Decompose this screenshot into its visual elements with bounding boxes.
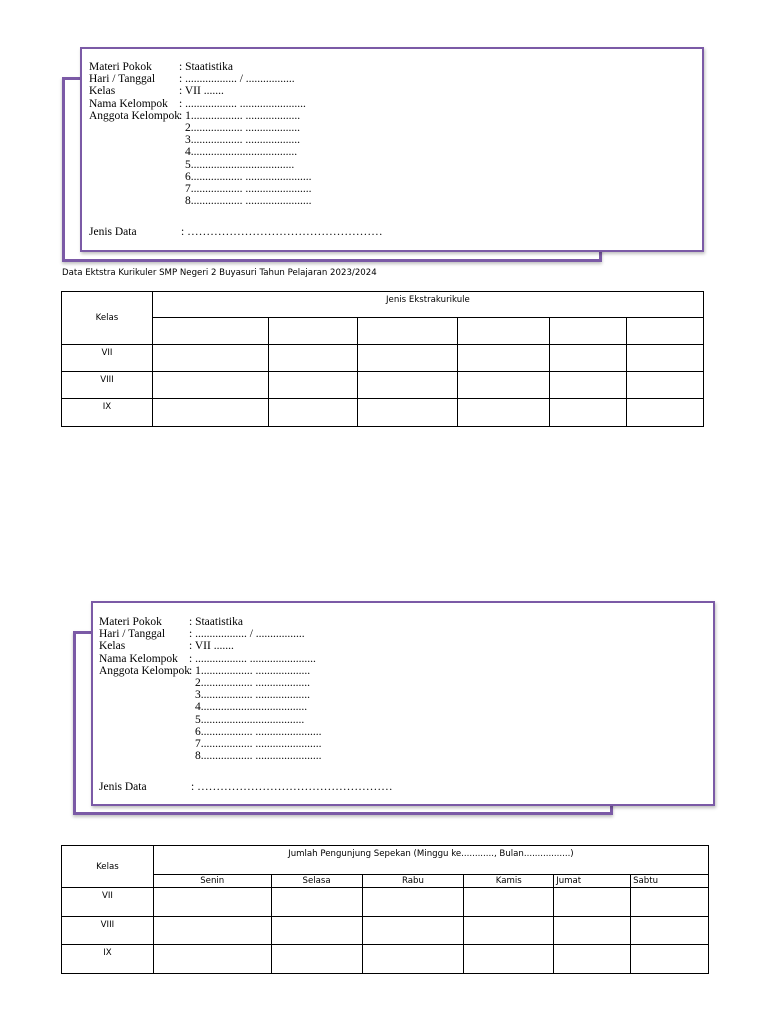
table-cell[interactable] bbox=[631, 917, 709, 945]
table-cell[interactable] bbox=[458, 318, 550, 345]
row-label: VII bbox=[62, 345, 153, 372]
table-cell[interactable] bbox=[271, 945, 362, 974]
table-cell[interactable] bbox=[550, 372, 627, 399]
table-cell[interactable] bbox=[464, 945, 554, 974]
ekstrakurikuler-table bbox=[61, 291, 704, 427]
table-cell[interactable] bbox=[627, 318, 704, 345]
table-row bbox=[62, 917, 709, 945]
day-header-kamis: Kamis bbox=[464, 875, 554, 888]
day-header-jumat: Jumat bbox=[554, 875, 631, 888]
table-cell[interactable] bbox=[464, 888, 554, 917]
table-cell[interactable] bbox=[627, 399, 704, 427]
row-label: VII bbox=[62, 888, 154, 917]
table-row bbox=[62, 399, 704, 427]
day-header-rabu: Rabu bbox=[362, 875, 464, 888]
table-cell[interactable] bbox=[362, 917, 464, 945]
table-cell[interactable] bbox=[153, 945, 271, 974]
table-cell[interactable] bbox=[153, 888, 271, 917]
kelas-header: Kelas bbox=[62, 292, 153, 345]
worksheet-card-1: Materi Pokok : Staatistika Hari / Tanggal : .................. / ................. Kelas : VII ....... Nama Kelompok : .................. ....................... Anggota Kelompok : 1.................. ................... 2.................. ................... 3.................. ................... 4..................................... 5.................................... 6.................. ....................... 7.................. ....................... 8.................. ....................... Jenis Data : …………………………………………… bbox=[80, 47, 704, 252]
table-1-caption: Data Ektstra Kurikuler SMP Negeri 2 Buyasuri Tahun Pelajaran 2023/2024 bbox=[62, 268, 377, 278]
table-cell[interactable] bbox=[631, 945, 709, 974]
table-cell[interactable] bbox=[550, 345, 627, 372]
table-cell[interactable] bbox=[271, 888, 362, 917]
table-cell[interactable] bbox=[554, 917, 631, 945]
table-cell[interactable] bbox=[458, 372, 550, 399]
row-label: VIII bbox=[62, 917, 154, 945]
row-label: IX bbox=[62, 945, 154, 974]
table-cell[interactable] bbox=[357, 345, 458, 372]
pengunjung-table bbox=[61, 845, 709, 974]
day-header-selasa: Selasa bbox=[271, 875, 362, 888]
row-label: IX bbox=[62, 399, 153, 427]
table-cell[interactable] bbox=[362, 945, 464, 974]
table-cell[interactable] bbox=[550, 318, 627, 345]
table-cell[interactable] bbox=[152, 372, 268, 399]
table-row bbox=[62, 945, 709, 974]
table-row bbox=[62, 888, 709, 917]
table-cell[interactable] bbox=[268, 345, 357, 372]
table-cell[interactable] bbox=[631, 888, 709, 917]
table-cell[interactable] bbox=[268, 318, 357, 345]
table-cell[interactable] bbox=[627, 345, 704, 372]
table-row bbox=[62, 372, 704, 399]
table-cell[interactable] bbox=[357, 318, 458, 345]
table-cell[interactable] bbox=[458, 399, 550, 427]
table-cell[interactable] bbox=[357, 399, 458, 427]
worksheet-card-2: Materi Pokok : Staatistika Hari / Tanggal : .................. / ................. Kelas : VII ....... Nama Kelompok : .................. ....................... Anggota Kelompok : 1.................. ................... 2.................. ................... 3.................. ................... 4..................................... 5.................................... 6.................. ....................... 7.................. ....................... 8.................. ....................... Jenis Data : …………………………………………… bbox=[91, 601, 715, 806]
day-header-senin: Senin bbox=[153, 875, 271, 888]
table-cell[interactable] bbox=[152, 318, 268, 345]
table-cell[interactable] bbox=[152, 345, 268, 372]
table-cell[interactable] bbox=[152, 399, 268, 427]
kelas-header: Kelas bbox=[62, 846, 154, 888]
table-cell[interactable] bbox=[458, 345, 550, 372]
day-header-sabtu: Sabtu bbox=[631, 875, 709, 888]
row-label: VIII bbox=[62, 372, 153, 399]
table-cell[interactable] bbox=[271, 917, 362, 945]
table-cell[interactable] bbox=[362, 888, 464, 917]
table-cell[interactable] bbox=[550, 399, 627, 427]
table-cell[interactable] bbox=[554, 945, 631, 974]
table-cell[interactable] bbox=[268, 399, 357, 427]
table-cell[interactable] bbox=[153, 917, 271, 945]
table-cell[interactable] bbox=[627, 372, 704, 399]
table-row bbox=[62, 345, 704, 372]
table-cell[interactable] bbox=[357, 372, 458, 399]
table-cell[interactable] bbox=[554, 888, 631, 917]
table-cell[interactable] bbox=[268, 372, 357, 399]
table-cell[interactable] bbox=[464, 917, 554, 945]
group-header: Jumlah Pengunjung Sepekan (Minggu ke............, Bulan.................) bbox=[153, 846, 708, 875]
group-header: Jenis Ekstrakurikule bbox=[152, 292, 703, 318]
